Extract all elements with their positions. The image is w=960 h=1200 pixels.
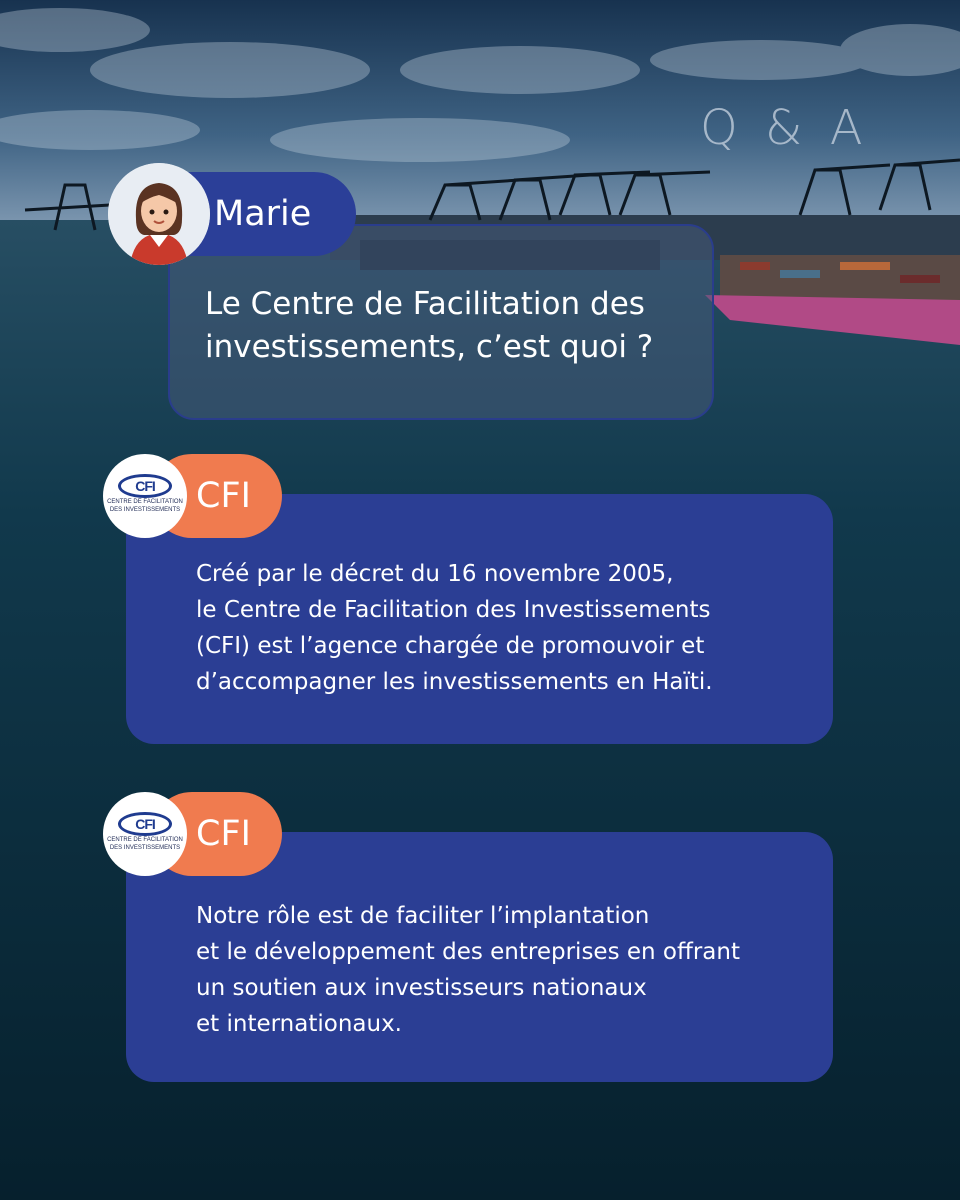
page-title: Q & A xyxy=(700,100,869,156)
question-text: Le Centre de Facilitation des investissements, c’est quoi ? xyxy=(205,286,654,365)
answer-text-1 xyxy=(196,556,816,700)
answer-line: d’accompagner les investissements en Haïti. xyxy=(196,669,713,695)
speaker-name: CFI xyxy=(196,814,251,854)
logo-line-1: CENTRE DE FACILITATION xyxy=(107,837,183,843)
avatar-icon xyxy=(108,163,210,265)
answer-line: Créé par le décret du 16 novembre 2005, xyxy=(196,561,674,587)
answer-text-2 xyxy=(196,898,816,1042)
answer-line: (CFI) est l’agence chargée de promouvoir et xyxy=(196,633,705,659)
logo-mark: CFI xyxy=(118,474,172,498)
cfi-logo-icon xyxy=(103,792,187,876)
answer-line: le Centre de Facilitation des Investissements xyxy=(196,597,711,623)
answer-line: et internationaux. xyxy=(196,1011,402,1037)
logo-line-1: CENTRE DE FACILITATION xyxy=(107,499,183,505)
answer-line: un soutien aux investisseurs nationaux xyxy=(196,975,647,1001)
logo-line-2: DES INVESTISSEMENTS xyxy=(109,845,181,851)
logo-mark: CFI xyxy=(118,812,172,836)
logo-line-2: DES INVESTISSEMENTS xyxy=(109,507,181,513)
answer-line: et le développement des entreprises en offrant xyxy=(196,939,740,965)
answer-line: Notre rôle est de faciliter l’implantation xyxy=(196,903,650,929)
speaker-name: Marie xyxy=(214,194,312,234)
cfi-logo-icon xyxy=(103,454,187,538)
speaker-name: CFI xyxy=(196,476,251,516)
